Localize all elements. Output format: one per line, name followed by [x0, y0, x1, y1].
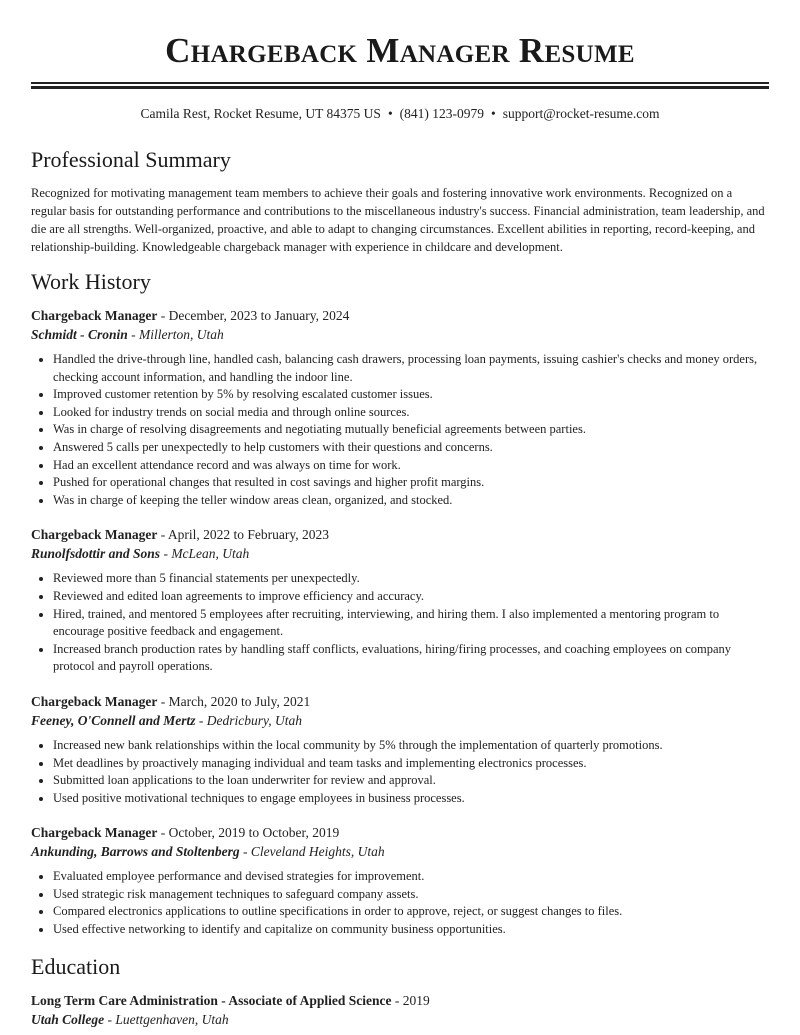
job-title-line: [31, 823, 769, 842]
job-title: Chargeback Manager: [31, 693, 158, 709]
job-location: McLean, Utah: [171, 546, 250, 562]
job-company-line: [31, 842, 769, 861]
dash: -: [127, 327, 140, 342]
job-company: Schmidt - Cronin: [31, 327, 128, 342]
summary-text: Recognized for motivating management team members to achieve their goals and fostering innovative work environments. Recognized on a regular basis for outstanding performance and contributions to the miscellaneous industry's success. Financial administration, team leadership, and die are all strengths. Well-organized, proactive, and able to adapt to changing circumstances. Excellent abilities in reporting, record-keeping, and relationship-building. Knowledgeable chargeback manager with experience in childcare and development.: [31, 186, 765, 254]
education-year: 2019: [402, 992, 430, 1008]
dash: -: [160, 546, 172, 562]
job-bullet: • Was in charge of keeping the teller window areas clean, organized, and stocked.: [53, 492, 769, 510]
job-title-line: [31, 306, 769, 325]
job-company-line: [31, 544, 769, 563]
job-bullet: • Looked for industry trends on social media and through online sources.: [53, 404, 769, 422]
job-bullet: • Pushed for operational changes that resulted in cost savings and higher profit margins.: [53, 474, 769, 492]
job-company: Runolfsdottir and Sons: [31, 546, 161, 562]
job-bullet: • Had an excellent attendance record and was always on time for work.: [53, 457, 769, 475]
contact-email: support@rocket-resume.com: [502, 106, 660, 121]
job-bullet: • Used positive motivational techniques to engage employees in business processes.: [53, 790, 769, 808]
contact-phone: (841) 123-0979: [399, 106, 485, 121]
job-company: Feeney, O'Connell and Mertz: [31, 712, 196, 728]
job-title: Chargeback Manager: [31, 308, 158, 323]
dash: -: [104, 1011, 116, 1027]
contact-address: Camila Rest, Rocket Resume, UT 84375 US: [140, 106, 381, 121]
job-bullets: [31, 737, 769, 807]
job-bullet: • Reviewed more than 5 financial statements per unexpectedly.: [53, 570, 769, 588]
contact-separator: •: [387, 106, 393, 121]
job-bullet: • Handled the drive-through line, handled cash, balancing cash drawers, processing loan payments, issuing cashier's checks and money orders, checking account information, and handling the indoor line.: [53, 351, 769, 386]
job-location: Dedricbury, Utah: [206, 712, 303, 728]
title-divider: [31, 82, 769, 89]
education-school: Utah College: [31, 1011, 105, 1027]
job-dates: March, 2020 to July, 2021: [168, 693, 311, 709]
work-history-heading: Work History: [31, 269, 151, 294]
dash: -: [391, 992, 403, 1008]
contact-line: [31, 105, 769, 123]
education-degree: Long Term Care Administration - Associate of Applied Science: [31, 992, 392, 1008]
job-company-line: [31, 711, 769, 730]
job-location: Millerton, Utah: [139, 327, 224, 342]
education-degree-line: [31, 991, 769, 1010]
education-school-line: [31, 1010, 769, 1029]
job-company-line: [31, 325, 769, 344]
job-bullet: • Answered 5 calls per unexpectedly to help customers with their questions and concerns.: [53, 439, 769, 457]
job-bullet: • Met deadlines by proactively managing individual and team tasks and implementing electronics processes.: [53, 755, 769, 773]
job-bullets: [31, 351, 769, 509]
education-heading: Education: [31, 953, 121, 979]
job-title-line: [31, 525, 769, 544]
job-bullet: • Increased new bank relationships within the local community by 5% through the implementation of quarterly promotions.: [53, 737, 769, 755]
job-bullets: [31, 570, 769, 676]
job-dates: April, 2022 to February, 2023: [167, 527, 329, 543]
job-entry: [31, 306, 769, 509]
job-bullet: • Hired, trained, and mentored 5 employees after recruiting, interviewing, and hiring them. I also implemented a mentoring program to encourage positive feedback and engagement.: [53, 606, 769, 641]
dash: -: [157, 527, 168, 543]
dash: -: [157, 308, 169, 323]
job-dates: October, 2019 to October, 2019: [168, 825, 340, 841]
dash: -: [157, 693, 169, 709]
job-bullet: • Used effective networking to identify and capitalize on community business opportunities.: [53, 921, 769, 939]
job-bullet: • Improved customer retention by 5% by resolving escalated customer issues.: [53, 386, 769, 404]
job-bullet: • Submitted loan applications to the loan underwriter for review and approval.: [53, 772, 769, 790]
job-bullet: • Was in charge of resolving disagreements and negotiating mutually beneficial agreements between parties.: [53, 421, 769, 439]
job-title-line: [31, 692, 769, 711]
education-entry: [31, 991, 769, 1029]
job-bullet: • Reviewed and edited loan agreements to improve efficiency and accuracy.: [53, 588, 769, 606]
job-company: Ankunding, Barrows and Stoltenberg: [31, 844, 240, 860]
job-bullet: • Increased branch production rates by handling staff conflicts, evaluations, hiring/firing processes, and coaching employees on company protocol and payroll operations.: [53, 641, 769, 676]
education-location: Luettgenhaven, Utah: [115, 1011, 229, 1027]
job-dates: December, 2023 to January, 2024: [168, 308, 350, 323]
job-bullet: • Used strategic risk management techniques to safeguard company assets.: [53, 886, 769, 904]
contact-separator: •: [491, 106, 496, 121]
job-title: Chargeback Manager: [31, 527, 158, 543]
resume-title: Chargeback Manager Resume: [165, 31, 635, 70]
dash: -: [157, 825, 169, 841]
job-entry: [31, 692, 769, 807]
job-title: Chargeback Manager: [31, 825, 158, 841]
job-bullet: • Evaluated employee performance and devised strategies for improvement.: [53, 868, 769, 886]
job-location: Cleveland Heights, Utah: [250, 844, 385, 860]
job-entry: [31, 525, 769, 676]
summary-heading: Professional Summary: [31, 147, 231, 172]
dash: -: [239, 844, 251, 860]
job-bullets: [31, 868, 769, 938]
job-entry: [31, 823, 769, 938]
dash: -: [195, 712, 207, 728]
job-bullet: • Compared electronics applications to outline specifications in order to approve, reject, or suggest changes to files.: [53, 903, 769, 921]
